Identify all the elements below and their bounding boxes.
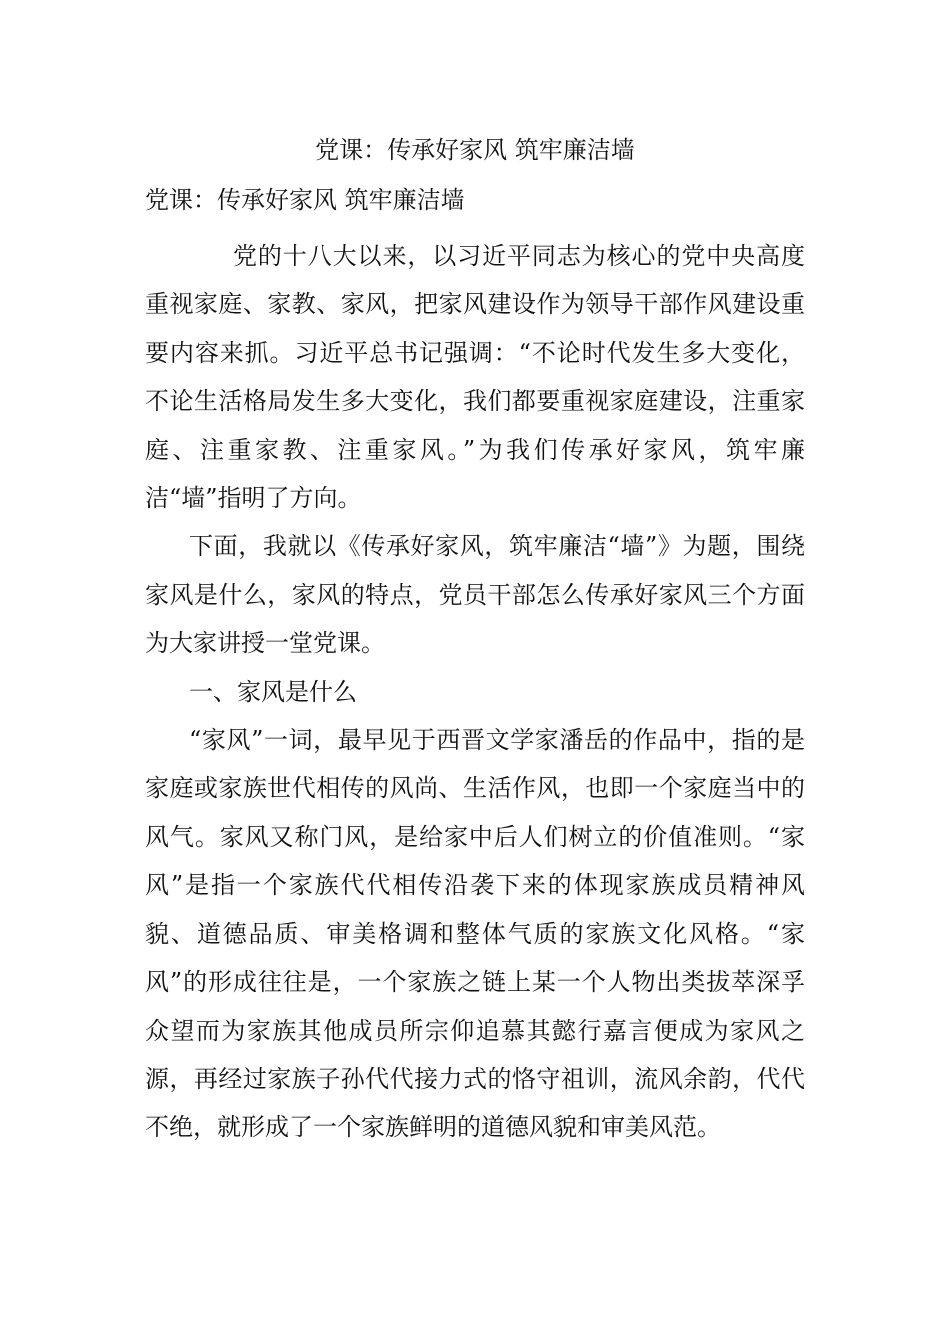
section-heading: 一、家风是什么 xyxy=(189,677,357,706)
document-body xyxy=(145,232,805,1152)
paragraph-outline: 下面，我就以《传承好家风，筑牢廉洁“墙”》为题，围绕家风是什么，家风的特点，党员干部怎么传承好家风三个方面为大家讲授一堂党课。 xyxy=(145,532,805,658)
paragraph-definition: “家风”一词，最早见于西晋文学家潘岳的作品中，指的是家庭或家族世代相传的风尚、生活作风，也即一个家庭当中的风气。家风又称门风，是给家中后人们树立的价值准则。“家风”是指一个家族代代相传沿袭下来的体现家族成员精神风貌、道德品质、审美格调和整体气质的家族文化风格。“家风”的形成往往是，一个家族之链上某一个人物出类拔萃深孚众望而为家族其他成员所宗仰追慕其懿行嘉言便成为家风之源，再经过家族子孙代代接力式的恪守祖训，流风余韵，代代不绝，就形成了一个家族鲜明的道德风貌和审美风范。 xyxy=(145,726,805,1142)
document-title: 党课：传承好家风 筑牢廉洁墙 xyxy=(315,136,635,164)
paragraph-intro: 党的十八大以来，以习近平同志为核心的党中央高度重视家庭、家教、家风，把家风建设作为领导干部作风建设重要内容来抓。习近平总书记强调：“不论时代发生多大变化，不论生活格局发生多大变化，我们都要重视家庭建设，注重家庭、注重家教、注重家风。”为我们传承好家风，筑牢廉洁“墙”指明了方向。 xyxy=(145,242,805,513)
document-subtitle: 党课：传承好家风 筑牢廉洁墙 xyxy=(145,186,465,214)
